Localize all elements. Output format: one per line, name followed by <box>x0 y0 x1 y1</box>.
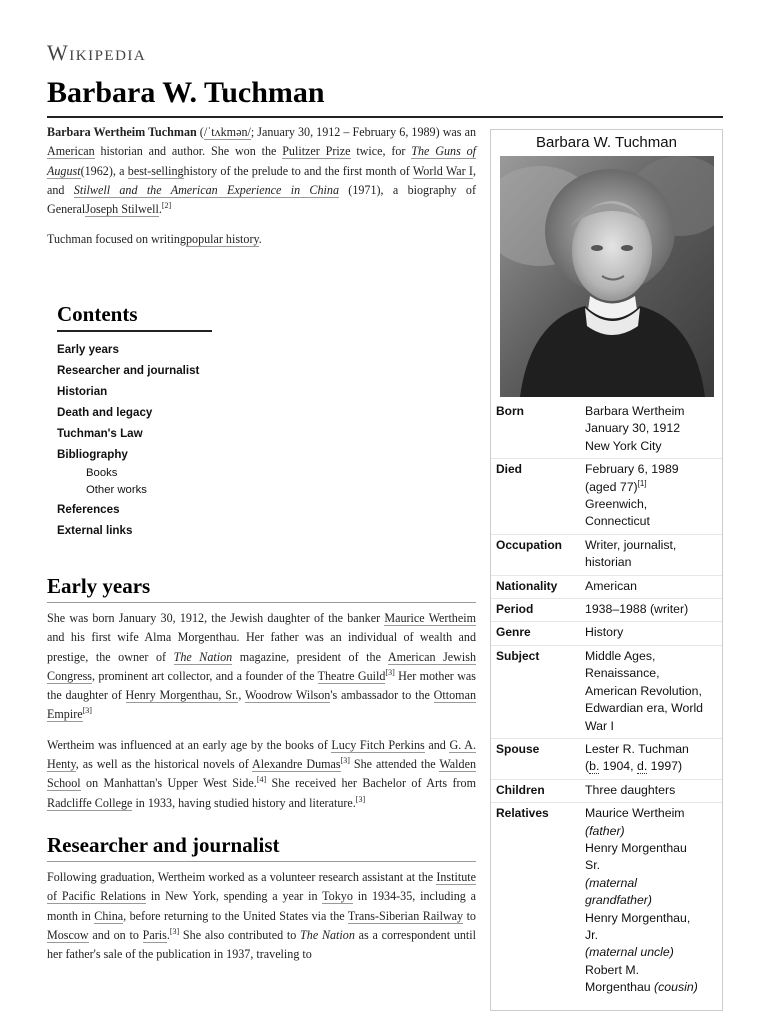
wiki-link[interactable]: Alexandre Dumas <box>252 757 341 772</box>
infobox-value-line <box>585 823 720 840</box>
infobox-value-line <box>585 758 720 775</box>
text-run: 1904, <box>599 759 637 774</box>
infobox-value-line <box>585 875 720 892</box>
italic-text: (father) <box>585 823 625 838</box>
text-run: Wertheim was influenced at an early age by the books of <box>47 737 332 752</box>
text-run: . <box>158 202 162 217</box>
toc-item-historian[interactable]: Historian <box>57 385 108 398</box>
text-run: (aged 77) <box>585 479 638 494</box>
infobox-label: Subject <box>496 648 540 663</box>
text-run: historian <box>585 555 632 570</box>
wiki-link[interactable]: Theatre Guild <box>317 668 386 683</box>
citation-ref[interactable]: [3] <box>340 756 350 766</box>
text-run: , prominent art collector, and a founder of the <box>92 668 318 683</box>
text-run: twice, for <box>350 144 412 159</box>
infobox-value-line <box>585 554 720 571</box>
citation-ref[interactable]: [3] <box>355 794 366 804</box>
toc-item-bibliography[interactable]: Bibliography <box>57 448 128 461</box>
infobox-row-born <box>491 401 722 458</box>
infobox-value-line <box>585 944 720 961</box>
text-run: and on to <box>88 927 143 942</box>
text-run: and his first wife Alma Morgenthau. Her father was an individual of wealth and prestige, the owner of <box>47 630 476 664</box>
table-of-contents <box>57 302 257 541</box>
infobox-row-nationality <box>491 575 722 598</box>
text-run: New York City <box>585 438 662 453</box>
paragraph <box>47 868 476 964</box>
page-title: Barbara W. Tuchman <box>47 76 325 109</box>
wiki-link[interactable]: Walden School <box>47 757 476 791</box>
text-run: to <box>463 908 476 923</box>
infobox-label: Nationality <box>496 578 558 593</box>
citation-ref[interactable]: [3] <box>169 926 180 936</box>
text-run: February 6, 1989 <box>585 462 679 477</box>
section-body-early-years <box>47 609 476 824</box>
infobox-label: Occupation <box>496 537 563 552</box>
wiki-link[interactable]: /ˈtʌkmən/ <box>203 125 251 139</box>
wiki-link[interactable]: Pulitzer Prize <box>282 144 351 159</box>
infobox-label: Children <box>496 782 545 797</box>
citation-ref[interactable]: [3] <box>385 667 395 677</box>
infobox-row-period <box>491 598 722 621</box>
wiki-link[interactable]: best-selling <box>127 163 184 178</box>
text-run: She attended the <box>349 757 440 772</box>
infobox-row-occupation <box>491 534 722 575</box>
infobox-value <box>585 805 720 996</box>
infobox-value-line <box>585 910 720 927</box>
abbr: d. <box>636 759 648 774</box>
wiki-link[interactable]: Paris <box>142 927 167 942</box>
text-run: as a correspondent until her father's sale of the publication in 1937, traveling to <box>47 927 477 962</box>
wiki-link[interactable]: G. A. Henty <box>47 737 476 772</box>
toc-item-books[interactable]: Books <box>86 467 118 479</box>
text-run: . <box>166 927 170 942</box>
text-run: Maurice Wertheim <box>585 806 685 821</box>
text-run: Greenwich, <box>585 497 648 512</box>
toc-item-researcher-and-journalist[interactable]: Researcher and journalist <box>57 364 200 377</box>
wiki-link[interactable]: American Jewish Congress <box>47 649 477 683</box>
wiki-link[interactable]: Joseph Stilwell <box>85 202 159 217</box>
italic-text: grandfather) <box>585 893 652 908</box>
wiki-link[interactable]: Stilwell and the American Experience in China <box>73 182 339 197</box>
wiki-link[interactable]: The Nation <box>173 649 233 664</box>
text-run: Writer, journalist, <box>585 537 677 552</box>
text-run: (1962), a <box>80 163 128 178</box>
toc-title: Contents <box>57 302 212 332</box>
infobox-label: Died <box>496 462 523 477</box>
text-run: , and <box>47 163 476 197</box>
italic-text: (maternal <box>585 875 637 890</box>
infobox-value-line <box>585 601 720 618</box>
infobox-row-died <box>491 458 722 534</box>
infobox-row-spouse <box>491 738 722 779</box>
infobox-value <box>585 403 720 455</box>
wiki-link[interactable]: American <box>47 144 95 159</box>
text-run: American <box>585 578 637 593</box>
infobox-value-line <box>585 420 720 437</box>
infobox-value-line <box>585 683 720 700</box>
text-run: Henry Morgenthau, <box>585 910 691 925</box>
infobox-title: Barbara W. Tuchman <box>536 134 677 151</box>
infobox-value-line <box>585 962 720 979</box>
section-heading-researcher: Researcher and journalist <box>47 833 476 862</box>
infobox-value <box>585 624 720 641</box>
infobox-row-relatives <box>491 802 722 999</box>
infobox-value-line <box>585 700 720 717</box>
text-run: She also contributed to <box>179 927 301 942</box>
text-run: Connecticut <box>585 514 650 529</box>
text-run: ; January 30, 1912 – February 6, 1989) was an <box>250 125 476 139</box>
infobox-value-line <box>585 718 720 735</box>
portrait-image <box>500 156 714 397</box>
wiki-link[interactable]: China <box>94 908 124 923</box>
intro-paragraph-2 <box>47 230 476 249</box>
text-run: Lester R. Tuchman <box>585 741 689 756</box>
paragraph <box>47 609 476 725</box>
text-run: ( <box>196 125 204 139</box>
infobox-rows <box>491 401 722 1000</box>
infobox-value-line <box>585 665 720 682</box>
text-run: . <box>258 232 262 247</box>
infobox-value-line <box>585 438 720 455</box>
infobox-value-line <box>585 578 720 595</box>
infobox-value <box>585 601 720 618</box>
infobox-label: Born <box>496 404 524 418</box>
infobox-label: Relatives <box>496 806 549 821</box>
infobox-value <box>585 537 720 572</box>
intro-paragraph <box>47 123 476 219</box>
text-run: in 1934-35, including a month in <box>47 889 476 923</box>
text-run: American Revolution, <box>585 683 702 698</box>
infobox-value <box>585 741 720 776</box>
text-run: in 1933, having studied history and literature. <box>132 795 356 810</box>
bold-text: Barbara Wertheim Tuchman <box>47 125 197 139</box>
italic-text: (cousin) <box>654 980 698 995</box>
wiki-link[interactable]: World War I <box>412 163 473 178</box>
text-run: Robert M. <box>585 962 639 977</box>
infobox-value-line <box>585 782 720 799</box>
text-run: Jr. <box>585 927 598 942</box>
infobox-value-line <box>585 513 720 530</box>
citation-ref[interactable]: [1] <box>637 478 647 488</box>
infobox-value-line <box>585 479 720 496</box>
citation-ref[interactable]: [4] <box>256 775 267 785</box>
infobox-value-line <box>585 461 720 478</box>
text-run: Three daughters <box>585 782 676 797</box>
wiki-link[interactable]: Woodrow Wilson <box>244 688 331 703</box>
wiki-link[interactable]: Moscow <box>47 927 89 942</box>
toc-item-external-links[interactable]: External links <box>57 524 133 537</box>
text-run: Barbara Wertheim <box>585 404 685 418</box>
text-run: , as well as the historical novels of <box>75 757 253 772</box>
wiki-link[interactable]: Maurice Wertheim <box>384 611 476 625</box>
text-run: Following graduation, Wertheim worked as a volunteer research assistant at the <box>47 870 437 884</box>
infobox-value-line <box>585 403 720 420</box>
infobox-value-line <box>585 648 720 665</box>
citation-ref[interactable]: [3] <box>82 706 92 716</box>
text-run: Tuchman focused on writing <box>47 232 186 247</box>
italic-text: The Nation <box>300 927 355 942</box>
infobox-value-line <box>585 624 720 641</box>
intro <box>47 123 476 261</box>
text-run: ( <box>585 759 590 774</box>
infobox-value-line <box>585 741 720 758</box>
citation-ref[interactable]: [2] <box>161 201 172 211</box>
wiki-link[interactable]: Institute of Pacific Relations <box>47 870 476 904</box>
abbr: b. <box>589 759 600 774</box>
text-run: Middle Ages, <box>585 648 656 663</box>
infobox-label: Period <box>496 602 534 617</box>
infobox-value-line <box>585 979 720 996</box>
wikipedia-wordmark[interactable]: Wikipedia <box>47 40 147 65</box>
toc-item-tuchman-s-law[interactable]: Tuchman's Law <box>57 427 143 440</box>
text-run: Sr. <box>585 858 601 873</box>
toc-list <box>57 339 257 541</box>
infobox-value <box>585 578 720 595</box>
text-run: history of the prelude to and the first month of <box>183 163 413 178</box>
wiki-link[interactable]: The Guns of August <box>47 144 476 178</box>
toc-item-death-and-legacy[interactable]: Death and legacy <box>57 406 153 419</box>
text-run: January 30, 1912 <box>585 421 681 436</box>
infobox-value-line <box>585 840 720 857</box>
wiki-link[interactable]: Ottoman Empire <box>47 688 476 722</box>
text-run: War I <box>585 718 614 733</box>
infobox-label: Spouse <box>496 741 540 756</box>
text-run: and <box>424 737 450 752</box>
infobox-value-line <box>585 857 720 874</box>
section-heading-early-years: Early years <box>47 574 476 603</box>
toc-item-other-works[interactable]: Other works <box>86 484 147 496</box>
text-run: Edwardian era, World <box>585 701 704 716</box>
infobox-value <box>585 461 720 531</box>
infobox-value-line <box>585 805 720 822</box>
text-run: on Manhattan's Upper West Side. <box>80 776 257 791</box>
infobox-value <box>585 648 720 735</box>
text-run: historian and author. She won the <box>94 144 283 159</box>
infobox-value <box>585 782 720 799</box>
wiki-link[interactable]: Trans-Siberian Railway <box>347 908 464 923</box>
text-run: , <box>238 688 245 703</box>
text-run: History <box>585 625 624 640</box>
infobox-value-line <box>585 892 720 909</box>
paragraph <box>47 736 476 813</box>
italic-text: (maternal uncle) <box>585 945 674 960</box>
wiki-link[interactable]: Lucy Fitch Perkins <box>331 737 425 752</box>
text-run: Her mother was the daughter of <box>47 668 476 703</box>
wiki-link[interactable]: Radcliffe College <box>47 795 133 810</box>
text-run: , before returning to the United States via the <box>123 908 348 923</box>
section-body-researcher <box>47 868 476 975</box>
wiki-link[interactable]: popular history <box>185 232 259 247</box>
text-run: magazine, president of the <box>232 649 388 664</box>
toc-item-early-years[interactable]: Early years <box>57 343 119 356</box>
title-divider <box>47 116 723 118</box>
text-run: 1938–1988 (writer) <box>585 602 689 617</box>
infobox-row-genre <box>491 621 722 644</box>
portrait-photo[interactable] <box>500 156 714 397</box>
text-run: 1997) <box>647 759 683 774</box>
wiki-link[interactable]: Tokyo <box>322 889 353 904</box>
text-run: in New York, spending a year in <box>146 889 323 904</box>
text-run: Morgenthau <box>585 980 655 995</box>
infobox <box>490 129 723 1011</box>
infobox-value-line <box>585 537 720 554</box>
infobox-value-line <box>585 496 720 513</box>
wiki-link[interactable]: Henry Morgenthau, Sr. <box>125 688 239 703</box>
text-run: (1971), a biography of General <box>47 182 476 217</box>
text-run: She received her Bachelor of Arts from <box>266 776 476 791</box>
infobox-row-children <box>491 779 722 802</box>
text-run: 's ambassador to the <box>330 688 434 703</box>
infobox-label: Genre <box>496 625 531 640</box>
text-run: She was born January 30, 1912, the Jewish daughter of the banker <box>47 611 385 625</box>
infobox-row-subject <box>491 645 722 738</box>
text-run: Henry Morgenthau <box>585 840 687 855</box>
infobox-value-line <box>585 927 720 944</box>
text-run: Renaissance, <box>585 666 660 681</box>
toc-item-references[interactable]: References <box>57 503 120 516</box>
